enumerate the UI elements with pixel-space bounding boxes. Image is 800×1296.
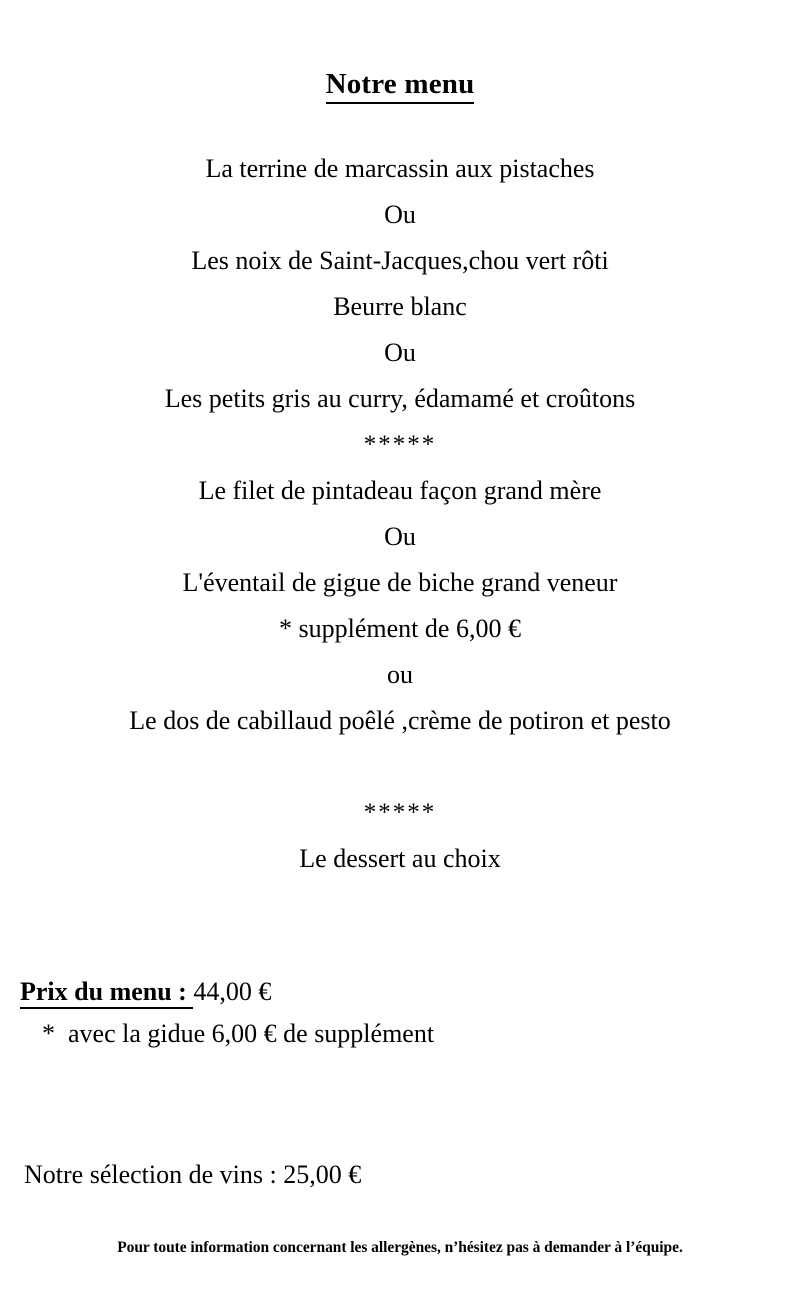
course-item-main-3: Le dos de cabillaud poêlé ,crème de potiron et pesto [129,706,671,735]
wine-selection-line: Notre sélection de vins : 25,00 € [24,1160,362,1189]
course-list [0,146,800,882]
course-connector-4: ou [387,660,413,689]
page-title [0,67,800,104]
course-item-dessert: Le dessert au choix [299,844,501,873]
course-supplement-note: * supplément de 6,00 € [279,614,521,643]
menu-price-amount: 44,00 € [193,977,272,1006]
menu-price-supplement-note: * avec la gidue 6,00 € de supplément [42,1019,435,1048]
course-item-starter-3: Les petits gris au curry, édamamé et croûtons [164,384,636,413]
course-connector-3: Ou [384,522,416,551]
allergen-notice: Pour toute information concernant les allergènes, n’hésitez pas à demander à l’équipe. [117,1239,683,1256]
page-title-text: Notre menu [326,67,475,104]
course-item-starter-2: Les noix de Saint-Jacques,chou vert rôti [191,246,609,275]
course-connector-1: Ou [384,200,416,229]
course-connector-2: Ou [384,338,416,367]
course-item-main-2: L'éventail de gigue de biche grand veneur [182,568,618,597]
menu-price-label: Prix du menu : [20,977,193,1009]
course-separator-1: ***** [363,431,437,458]
menu-price-line [0,972,800,1012]
course-separator-2: ***** [363,799,437,826]
course-item-main-1: Le filet de pintadeau façon grand mère [198,476,602,505]
price-block [0,972,800,1056]
course-item-starter-1: La terrine de marcassin aux pistaches [205,154,595,183]
course-item-starter-2-sub: Beurre blanc [333,292,467,321]
course-spacer [0,744,800,790]
